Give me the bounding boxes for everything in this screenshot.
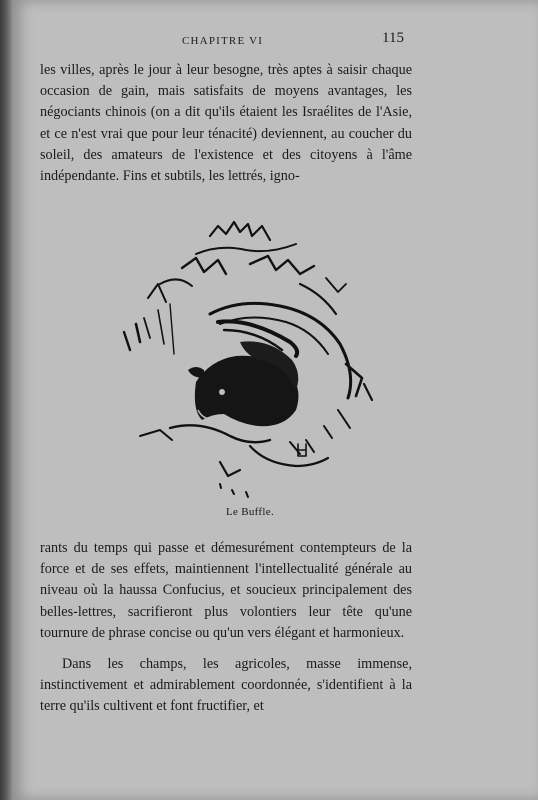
book-page bbox=[12, 0, 538, 800]
figure-caption: Le Buffle. bbox=[225, 506, 274, 518]
page-number: 115 bbox=[382, 30, 404, 46]
buffalo-sketch-icon bbox=[100, 214, 390, 504]
paragraph-bottom: rants du temps qui passe et démesurément contempteurs de la force et de ses effets, maintiennent l'intellectualité générale au niveau où la haussa Confucius, et soucieux principalement des belles-lettres, sacrifieront plus volontiers leur tête qu'une tournure de phrase concise ou qu'un vers élégant et harmonieux. bbox=[40, 540, 412, 641]
paragraph-last: Dans les champs, les agricoles, masse immense, instinctivement et admirablement coordonnée, s'identifient à la terre qu'ils cultivent et font fructifier, et bbox=[40, 656, 412, 715]
paragraph-top: les villes, après le jour à leur besogne, très aptes à saisir chaque occasion de gain, mais satisfaits de moyens avantages, les négociants chinois (on a dit qu'ils étaient les Israélites de l'Asie, et ce n'est vrai que pour leur ténacité) deviennent, au coucher du soleil, des amateurs de l'existence et des citoyens à l'âme indépendante. Fins et subtils, les lettrés, igno- bbox=[40, 62, 412, 185]
buffalo-illustration bbox=[100, 214, 390, 504]
page-header bbox=[12, 28, 538, 50]
running-head: CHAPITRE VI bbox=[182, 35, 264, 47]
